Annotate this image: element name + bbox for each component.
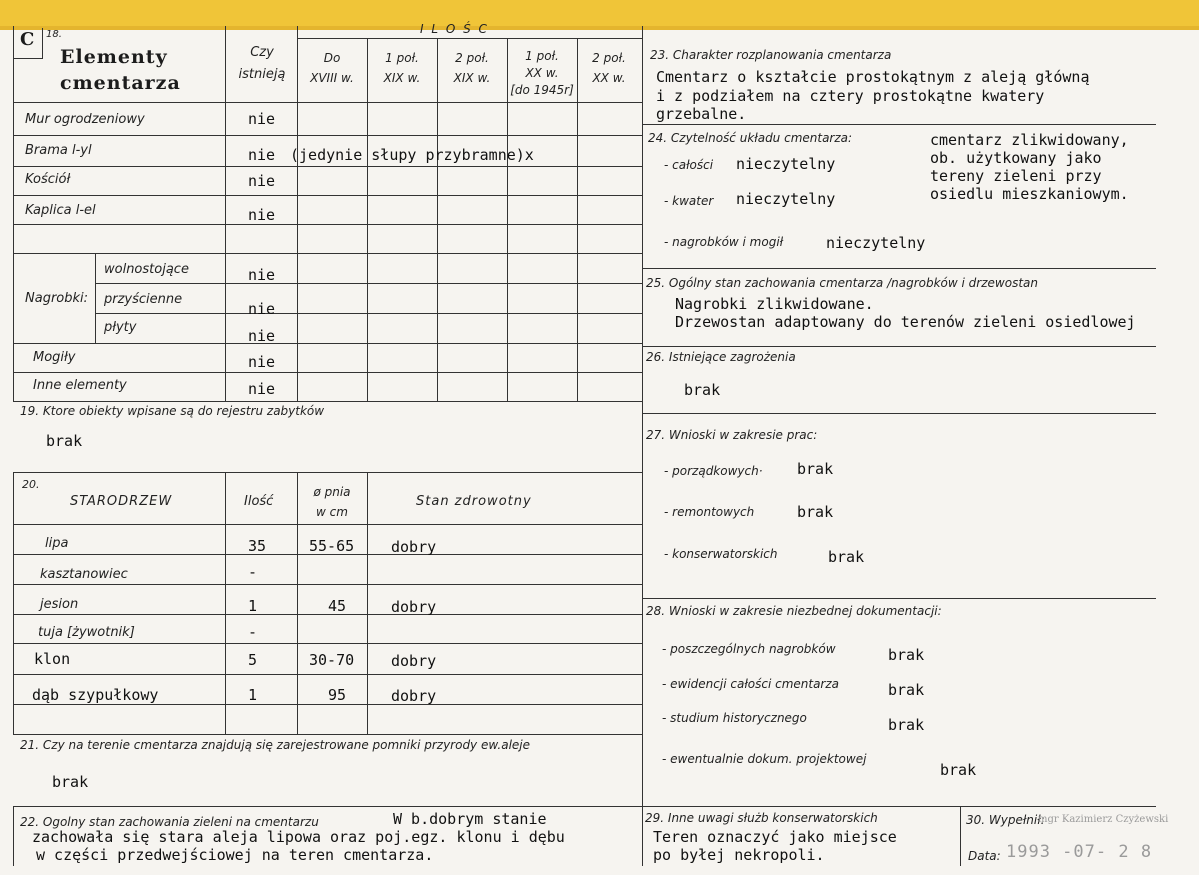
element-label: Kościół — [25, 172, 71, 187]
q25-line2: Drzewostan adaptowany do terenów zieleni osiedlowej — [675, 313, 1136, 331]
date-stamp: 1993 -07- 2 8 — [1006, 842, 1153, 862]
q27-item-value: brak — [797, 460, 834, 478]
tree-qty: 5 — [248, 651, 258, 669]
q28-label: 28. Wnioski w zakresie niezbednej dokumentacji: — [646, 604, 942, 618]
q29-label: 29. Inne uwagi służb konserwatorskich — [645, 811, 878, 825]
q22-line2: zachowała się stara aleja lipowa oraz poj.egz. klonu i dębu — [32, 828, 565, 846]
q29-line1: Teren oznaczyć jako miejsce — [653, 828, 897, 846]
tree-qty: 35 — [248, 537, 267, 555]
q21-answer: brak — [52, 773, 89, 791]
section-title-line2: cmentarza — [60, 72, 181, 94]
q29-line2: po byłej nekropoli. — [653, 846, 825, 864]
tree-name: lipa — [45, 536, 69, 551]
tree-name: kasztanowiec — [40, 567, 128, 582]
q27-item-label: - porządkowych· — [664, 464, 763, 478]
element-note: (jedynie słupy przybramne)x — [290, 146, 534, 164]
q24-note-line1: cmentarz zlikwidowany, — [930, 131, 1129, 149]
tree-diam: 95 — [328, 686, 347, 704]
element-value: nie — [248, 266, 276, 284]
tree-qty: - — [248, 623, 258, 641]
tree-qty: 1 — [248, 686, 258, 704]
section-number: 18. — [46, 29, 62, 40]
q24-item-value: nieczytelny — [826, 234, 926, 252]
q25-label: 25. Ogólny stan zachowania cmentarza /nagrobków i drzewostan — [646, 276, 1038, 290]
q22-label: 22. Ogolny stan zachowania zieleni na cmentarzu — [20, 815, 319, 829]
q23-label: 23. Charakter rozplanowania cmentarza — [650, 48, 892, 62]
q27-item-value: brak — [828, 548, 865, 566]
q22-line3: w części przedwejściowej na teren cmentarza. — [36, 846, 434, 864]
q22-line1: W b.dobrym stanie — [393, 810, 547, 828]
ilosc-col-header: Ilość — [244, 494, 274, 509]
element-label: Kaplica l-el — [25, 203, 96, 218]
q24-note-line4: osiedlu mieszkaniowym. — [930, 185, 1129, 203]
q23-line1: Cmentarz o kształcie prostokątnym z aleją główną — [656, 68, 1090, 86]
period-header-2: 1 poł. XIX w. — [383, 51, 421, 85]
q27-item-label: - konserwatorskich — [664, 547, 778, 561]
yellow-tape — [0, 0, 1199, 26]
q27-item-label: - remontowych — [664, 505, 755, 519]
q24-item-label: - nagrobków i mogił — [664, 235, 784, 249]
q30-label: 30. Wypełnił: — [966, 813, 1045, 827]
q24-item-value: nieczytelny — [736, 155, 836, 173]
element-value: nie — [248, 300, 276, 318]
q28-item-label: - studium historycznego — [662, 711, 807, 725]
czy-istnieja-header: Czy istnieją — [238, 45, 286, 82]
q24-item-label: - całości — [664, 158, 714, 172]
q19-label: 19. Ktore obiekty wpisane są do rejestru zabytków — [20, 404, 325, 418]
q28-item-value: brak — [888, 716, 925, 734]
period-header-4: 1 poł. XX w. [do 1945r] — [510, 49, 574, 97]
section-title-line1: Elementy — [60, 46, 168, 68]
element-label: Inne elementy — [33, 378, 127, 393]
tree-diam: 55-65 — [309, 537, 355, 555]
element-label: przyścienne — [104, 292, 183, 307]
q27-label: 27. Wnioski w zakresie prac: — [646, 428, 818, 442]
period-header-1: Do XVIII w. — [310, 51, 354, 85]
date-label: Data: — [968, 849, 1001, 863]
tree-name: jesion — [40, 597, 79, 612]
q27-item-value: brak — [797, 503, 834, 521]
tree-name: tuja [żywotnik] — [38, 625, 135, 640]
q24-item-value: nieczytelny — [736, 190, 836, 208]
tree-diam: 45 — [328, 597, 347, 615]
element-value: nie — [248, 380, 276, 398]
element-value: nie — [248, 327, 276, 345]
q23-line2: i z podziałem na cztery prostokątne kwatery — [656, 87, 1045, 105]
q28-item-value: brak — [940, 761, 977, 779]
tree-state: dobry — [391, 652, 437, 670]
section-letter: C — [20, 29, 36, 50]
element-label: płyty — [104, 320, 137, 335]
tree-qty: 1 — [248, 597, 258, 615]
element-label: wolnostojące — [104, 262, 189, 277]
q21-label: 21. Czy na terenie cmentarza znajdują się zarejestrowane pomniki przyrody ew.aleje — [20, 738, 531, 752]
tree-state: dobry — [391, 538, 437, 556]
ilosc-header: I L O Ś C — [420, 22, 489, 36]
element-value: nie — [248, 110, 276, 128]
tree-state: dobry — [391, 598, 437, 616]
element-label: Mur ogrodzeniowy — [25, 112, 145, 127]
q28-item-label: - ewentualnie dokum. projektowej — [662, 752, 867, 766]
starodrzew-header: STARODRZEW — [70, 494, 173, 509]
element-value: nie — [248, 206, 276, 224]
tree-state: dobry — [391, 687, 437, 705]
element-value: nie — [248, 353, 276, 371]
q26-label: 26. Istniejące zagrożenia — [646, 350, 796, 364]
q23-line3: grzebalne. — [656, 105, 747, 123]
filled-by-stamp: mgr Kazimierz Czyżewski — [1038, 814, 1169, 825]
q28-item-value: brak — [888, 646, 925, 664]
q19-answer: brak — [46, 432, 83, 450]
element-value: nie — [248, 146, 276, 164]
nagrobki-label: Nagrobki: — [25, 291, 89, 306]
element-label: Brama l-yl — [25, 143, 92, 158]
q25-line1: Nagrobki zlikwidowane. — [675, 295, 874, 313]
q28-item-label: - poszczególnych nagrobków — [662, 642, 836, 656]
q26-answer: brak — [684, 381, 721, 399]
q24-note-line2: ob. użytkowany jako — [930, 149, 1102, 167]
period-header-3: 2 poł. XIX w. — [453, 51, 491, 85]
tree-diam: 30-70 — [309, 651, 355, 669]
q24-item-label: - kwater — [664, 194, 714, 208]
state-col-header: Stan zdrowotny — [416, 494, 532, 509]
element-value: nie — [248, 172, 276, 190]
tree-name: klon — [34, 650, 71, 668]
tree-name: dąb szypułkowy — [32, 686, 159, 704]
q28-item-value: brak — [888, 681, 925, 699]
q20-number: 20. — [22, 478, 40, 491]
q24-note-line3: tereny zieleni przy — [930, 167, 1102, 185]
period-header-5: 2 poł. XX w. — [592, 51, 626, 85]
q28-item-label: - ewidencji całości cmentarza — [662, 677, 840, 691]
q24-label: 24. Czytelność układu cmentarza: — [648, 131, 853, 145]
element-label: Mogiły — [33, 350, 76, 365]
tree-qty: - — [248, 563, 258, 581]
diameter-col-header: ø pnia w cm — [313, 485, 351, 519]
